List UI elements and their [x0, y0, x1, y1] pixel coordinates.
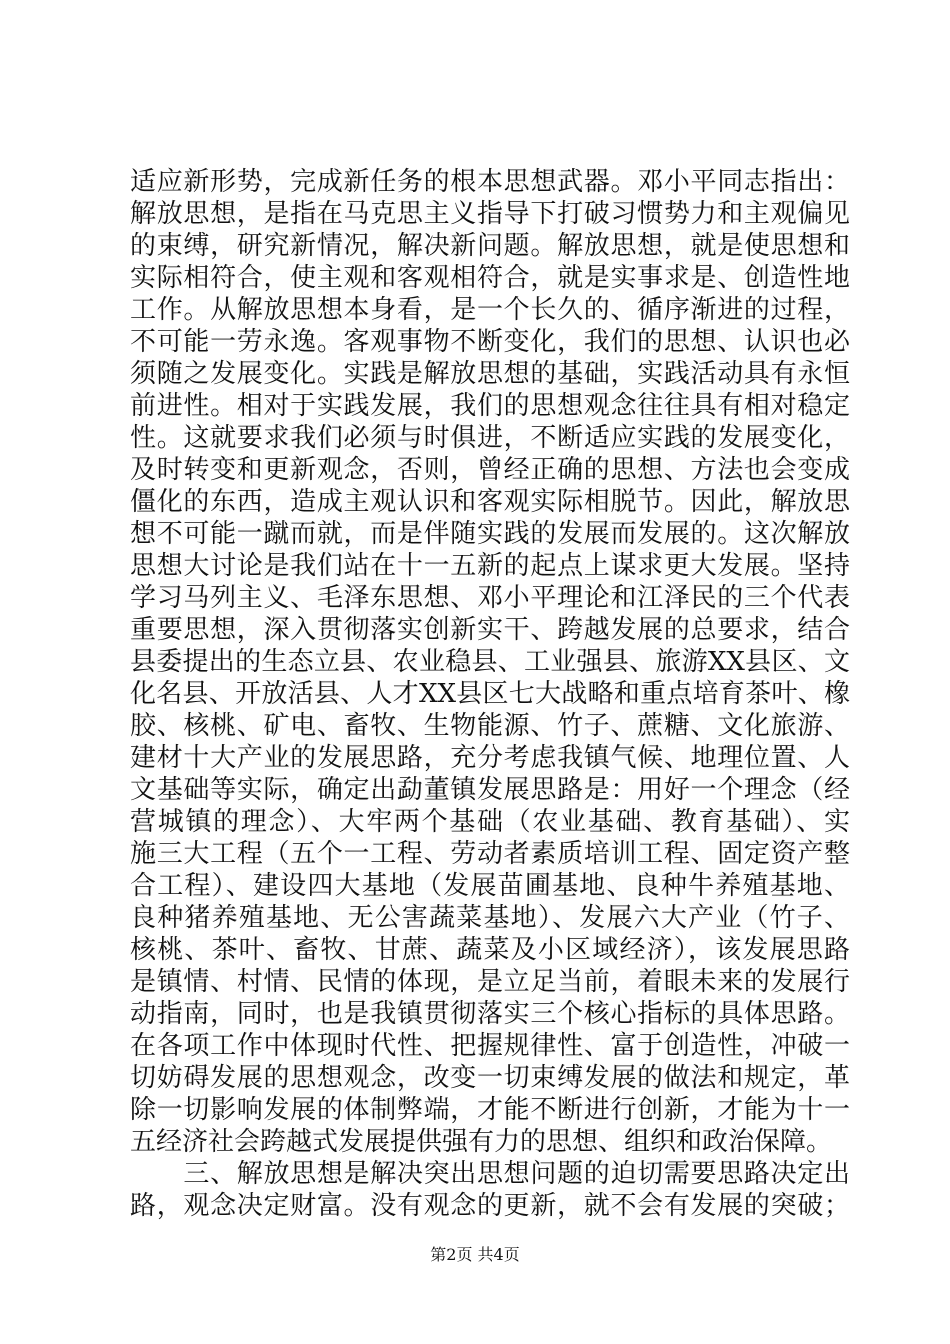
text-line: 前进性。相对于实践发展，我们的思想观念往往具有相对稳定 [130, 391, 850, 421]
text-line: 工作。从解放思想本身看，是一个长久的、循序渐进的过程， [130, 295, 850, 325]
text-line: 建材十大产业的发展思路，充分考虑我镇气候、地理位置、人 [130, 743, 850, 773]
text-line: 除一切影响发展的体制弊端，才能不断进行创新，才能为十一 [130, 1095, 850, 1125]
text-line: 的束缚，研究新情况，解决新问题。解放思想，就是使思想和 [130, 231, 850, 261]
text-line: 及时转变和更新观念，否则，曾经正确的思想、方法也会变成 [130, 455, 850, 485]
text-line: 须随之发展变化。实践是解放思想的基础，实践活动具有永恒 [130, 359, 850, 389]
section-heading-line: 三、解放思想是解决突出思想问题的迫切需要思路决定出 [130, 1159, 850, 1189]
text-line: 切妨碍发展的思想观念，改变一切束缚发展的做法和规定，革 [130, 1063, 850, 1093]
text-line: 思想大讨论是我们站在十一五新的起点上谋求更大发展。坚持 [130, 551, 850, 581]
body-text [130, 166, 850, 1222]
text-line: 性。这就要求我们必须与时俱进，不断适应实践的发展变化， [130, 423, 850, 453]
text-line: 想不可能一蹴而就，而是伴随实践的发展而发展的。这次解放 [130, 519, 850, 549]
text-line: 五经济社会跨越式发展提供强有力的思想、组织和政治保障。 [130, 1127, 833, 1157]
text-line: 在各项工作中体现时代性、把握规律性、富于创造性，冲破一 [130, 1031, 850, 1061]
text-line: 化名县、开放活县、人才XX县区七大战略和重点培育茶叶、橡 [130, 679, 850, 709]
text-line: 县委提出的生态立县、农业稳县、工业强县、旅游XX县区、文 [130, 647, 850, 677]
text-line: 良种猪养殖基地、无公害蔬菜基地）、发展六大产业（竹子、 [130, 903, 850, 933]
text-line: 重要思想，深入贯彻落实创新实干、跨越发展的总要求，结合 [130, 615, 850, 645]
text-line: 营城镇的理念）、大牢两个基础（农业基础、教育基础）、实 [130, 807, 850, 837]
text-line: 不可能一劳永逸。客观事物不断变化，我们的思想、认识也必 [130, 327, 850, 357]
text-line: 施三大工程（五个一工程、劳动者素质培训工程、固定资产整 [130, 839, 850, 869]
text-line: 实际相符合，使主观和客观相符合，就是实事求是、创造性地 [130, 263, 850, 293]
text-line: 僵化的东西，造成主观认识和客观实际相脱节。因此，解放思 [130, 487, 850, 517]
text-line: 学习马列主义、毛泽东思想、邓小平理论和江泽民的三个代表 [130, 583, 850, 613]
text-line: 解放思想，是指在马克思主义指导下打破习惯势力和主观偏见 [130, 199, 850, 229]
text-line: 胶、核桃、矿电、畜牧、生物能源、竹子、蔗糖、文化旅游、 [130, 711, 850, 741]
text-line: 动指南，同时，也是我镇贯彻落实三个核心指标的具体思路。 [130, 999, 850, 1029]
text-line: 合工程）、建设四大基地（发展苗圃基地、良种牛养殖基地、 [130, 871, 850, 901]
text-line: 路，观念决定财富。没有观念的更新，就不会有发展的突破； [130, 1191, 850, 1221]
page-number-footer: 第2页 共4页 [430, 1245, 520, 1264]
text-line: 文基础等实际，确定出勐董镇发展思路是：用好一个理念（经 [130, 775, 850, 805]
text-line: 适应新形势，完成新任务的根本思想武器。邓小平同志指出： [130, 167, 850, 197]
text-line: 是镇情、村情、民情的体现，是立足当前，着眼未来的发展行 [130, 967, 850, 997]
text-line: 核桃、茶叶、畜牧、甘蔗、蔬菜及小区域经济），该发展思路 [130, 935, 850, 965]
